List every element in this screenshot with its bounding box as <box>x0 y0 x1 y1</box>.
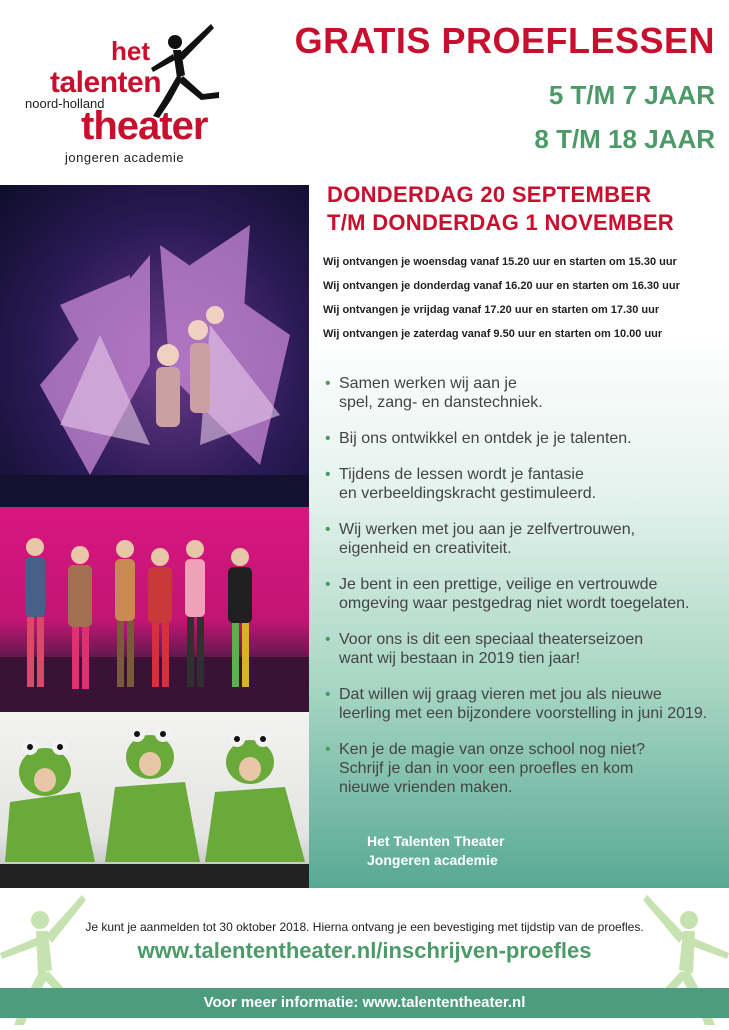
signature-line: Jongeren academie <box>367 852 498 868</box>
bullet-dot-icon: • <box>325 521 331 538</box>
list-item <box>325 465 725 503</box>
bullet-dot-icon: • <box>325 576 331 593</box>
logo-region: noord-holland <box>25 96 105 111</box>
bullet-dot-icon: • <box>325 430 331 447</box>
bullet-line: want wij bestaan in 2019 tien jaar! <box>339 650 581 667</box>
period-end: T/M DONDERDAG 1 NOVEMBER <box>327 210 674 235</box>
bullet-line: Schrijf je dan in voor een proefles en kom <box>339 760 634 777</box>
bullet-dot-icon: • <box>325 375 331 392</box>
age-group-1: 5 T/M 7 JAAR <box>548 80 715 110</box>
logo <box>15 20 235 170</box>
schedule-saturday: Wij ontvangen je zaterdag vanaf 9.50 uur en starten om 10.00 uur <box>323 328 663 340</box>
signature <box>367 832 504 870</box>
bullet-line: Wij werken met jou aan je zelfvertrouwen, <box>339 521 636 538</box>
bullet-line: Bij ons ontwikkel en ontdek je je talenten. <box>339 430 632 447</box>
schedule-thursday: Wij ontvangen je donderdag vanaf 16.20 uur en starten om 16.30 uur <box>323 280 680 292</box>
bullet-line: eigenheid en creativiteit. <box>339 540 512 557</box>
signature-line: Het Talenten Theater <box>367 833 505 849</box>
list-item <box>325 685 725 723</box>
info-panel <box>309 178 729 888</box>
stage-photo-group <box>0 507 309 712</box>
bullet-line: Voor ons is dit een speciaal theaterseizoen <box>339 631 644 648</box>
bullet-dot-icon: • <box>325 741 331 758</box>
list-item <box>325 520 725 558</box>
bullet-dot-icon: • <box>325 686 331 703</box>
benefits-list <box>325 374 725 814</box>
registration-link[interactable]: www.talententheater.nl/inschrijven-proefles <box>137 938 592 963</box>
schedule-wednesday: Wij ontvangen je woensdag vanaf 15.20 uur en starten om 15.30 uur <box>323 256 677 268</box>
logo-academy: jongeren academie <box>65 150 185 165</box>
bullet-line: Je bent in een prettige, veilige en vertrouwde <box>339 576 658 593</box>
bullet-dot-icon: • <box>325 631 331 648</box>
logo-theater: theater <box>81 104 208 148</box>
bullet-line: nieuwe vrienden maken. <box>339 779 513 796</box>
list-item <box>325 630 725 668</box>
bullet-dot-icon: • <box>325 466 331 483</box>
schedule-friday: Wij ontvangen je vrijdag vanaf 17.20 uur en starten om 17.30 uur <box>323 304 660 316</box>
bullet-line: Tijdens de lessen wordt je fantasie <box>339 466 584 483</box>
list-item <box>325 740 725 797</box>
logo-talenten: talenten <box>50 66 162 99</box>
bullet-line: en verbeeldingskracht gestimuleerd. <box>339 485 597 502</box>
bullet-line: Dat willen wij graag vieren met jou als nieuwe <box>339 686 662 703</box>
bullet-line: leerling met een bijzondere voorstelling in juni 2019. <box>339 705 708 722</box>
list-item <box>325 374 725 412</box>
bullet-line: omgeving waar pestgedrag niet wordt toegelaten. <box>339 595 690 612</box>
age-group-2: 8 T/M 18 JAAR <box>534 124 715 154</box>
bullet-line: Ken je de magie van onze school nog niet? <box>339 741 645 758</box>
page-title: GRATIS PROEFLESSEN <box>294 20 715 61</box>
list-item <box>325 429 725 448</box>
stage-photo-frogs <box>0 712 309 888</box>
stage-photo-costumes <box>0 185 309 507</box>
logo-het: het <box>111 36 150 66</box>
registration-note: Je kunt je aanmelden tot 30 oktober 2018. Hierna ontvang je een bevestiging met tijdstip van de proefles. <box>85 920 644 934</box>
list-item <box>325 575 725 613</box>
bullet-line: spel, zang- en danstechniek. <box>339 394 543 411</box>
bullet-line: Samen werken wij aan je <box>339 375 517 392</box>
period-start: DONDERDAG 20 SEPTEMBER <box>327 182 652 207</box>
more-info-link[interactable]: Voor meer informatie: www.talententheater.nl <box>203 994 526 1011</box>
